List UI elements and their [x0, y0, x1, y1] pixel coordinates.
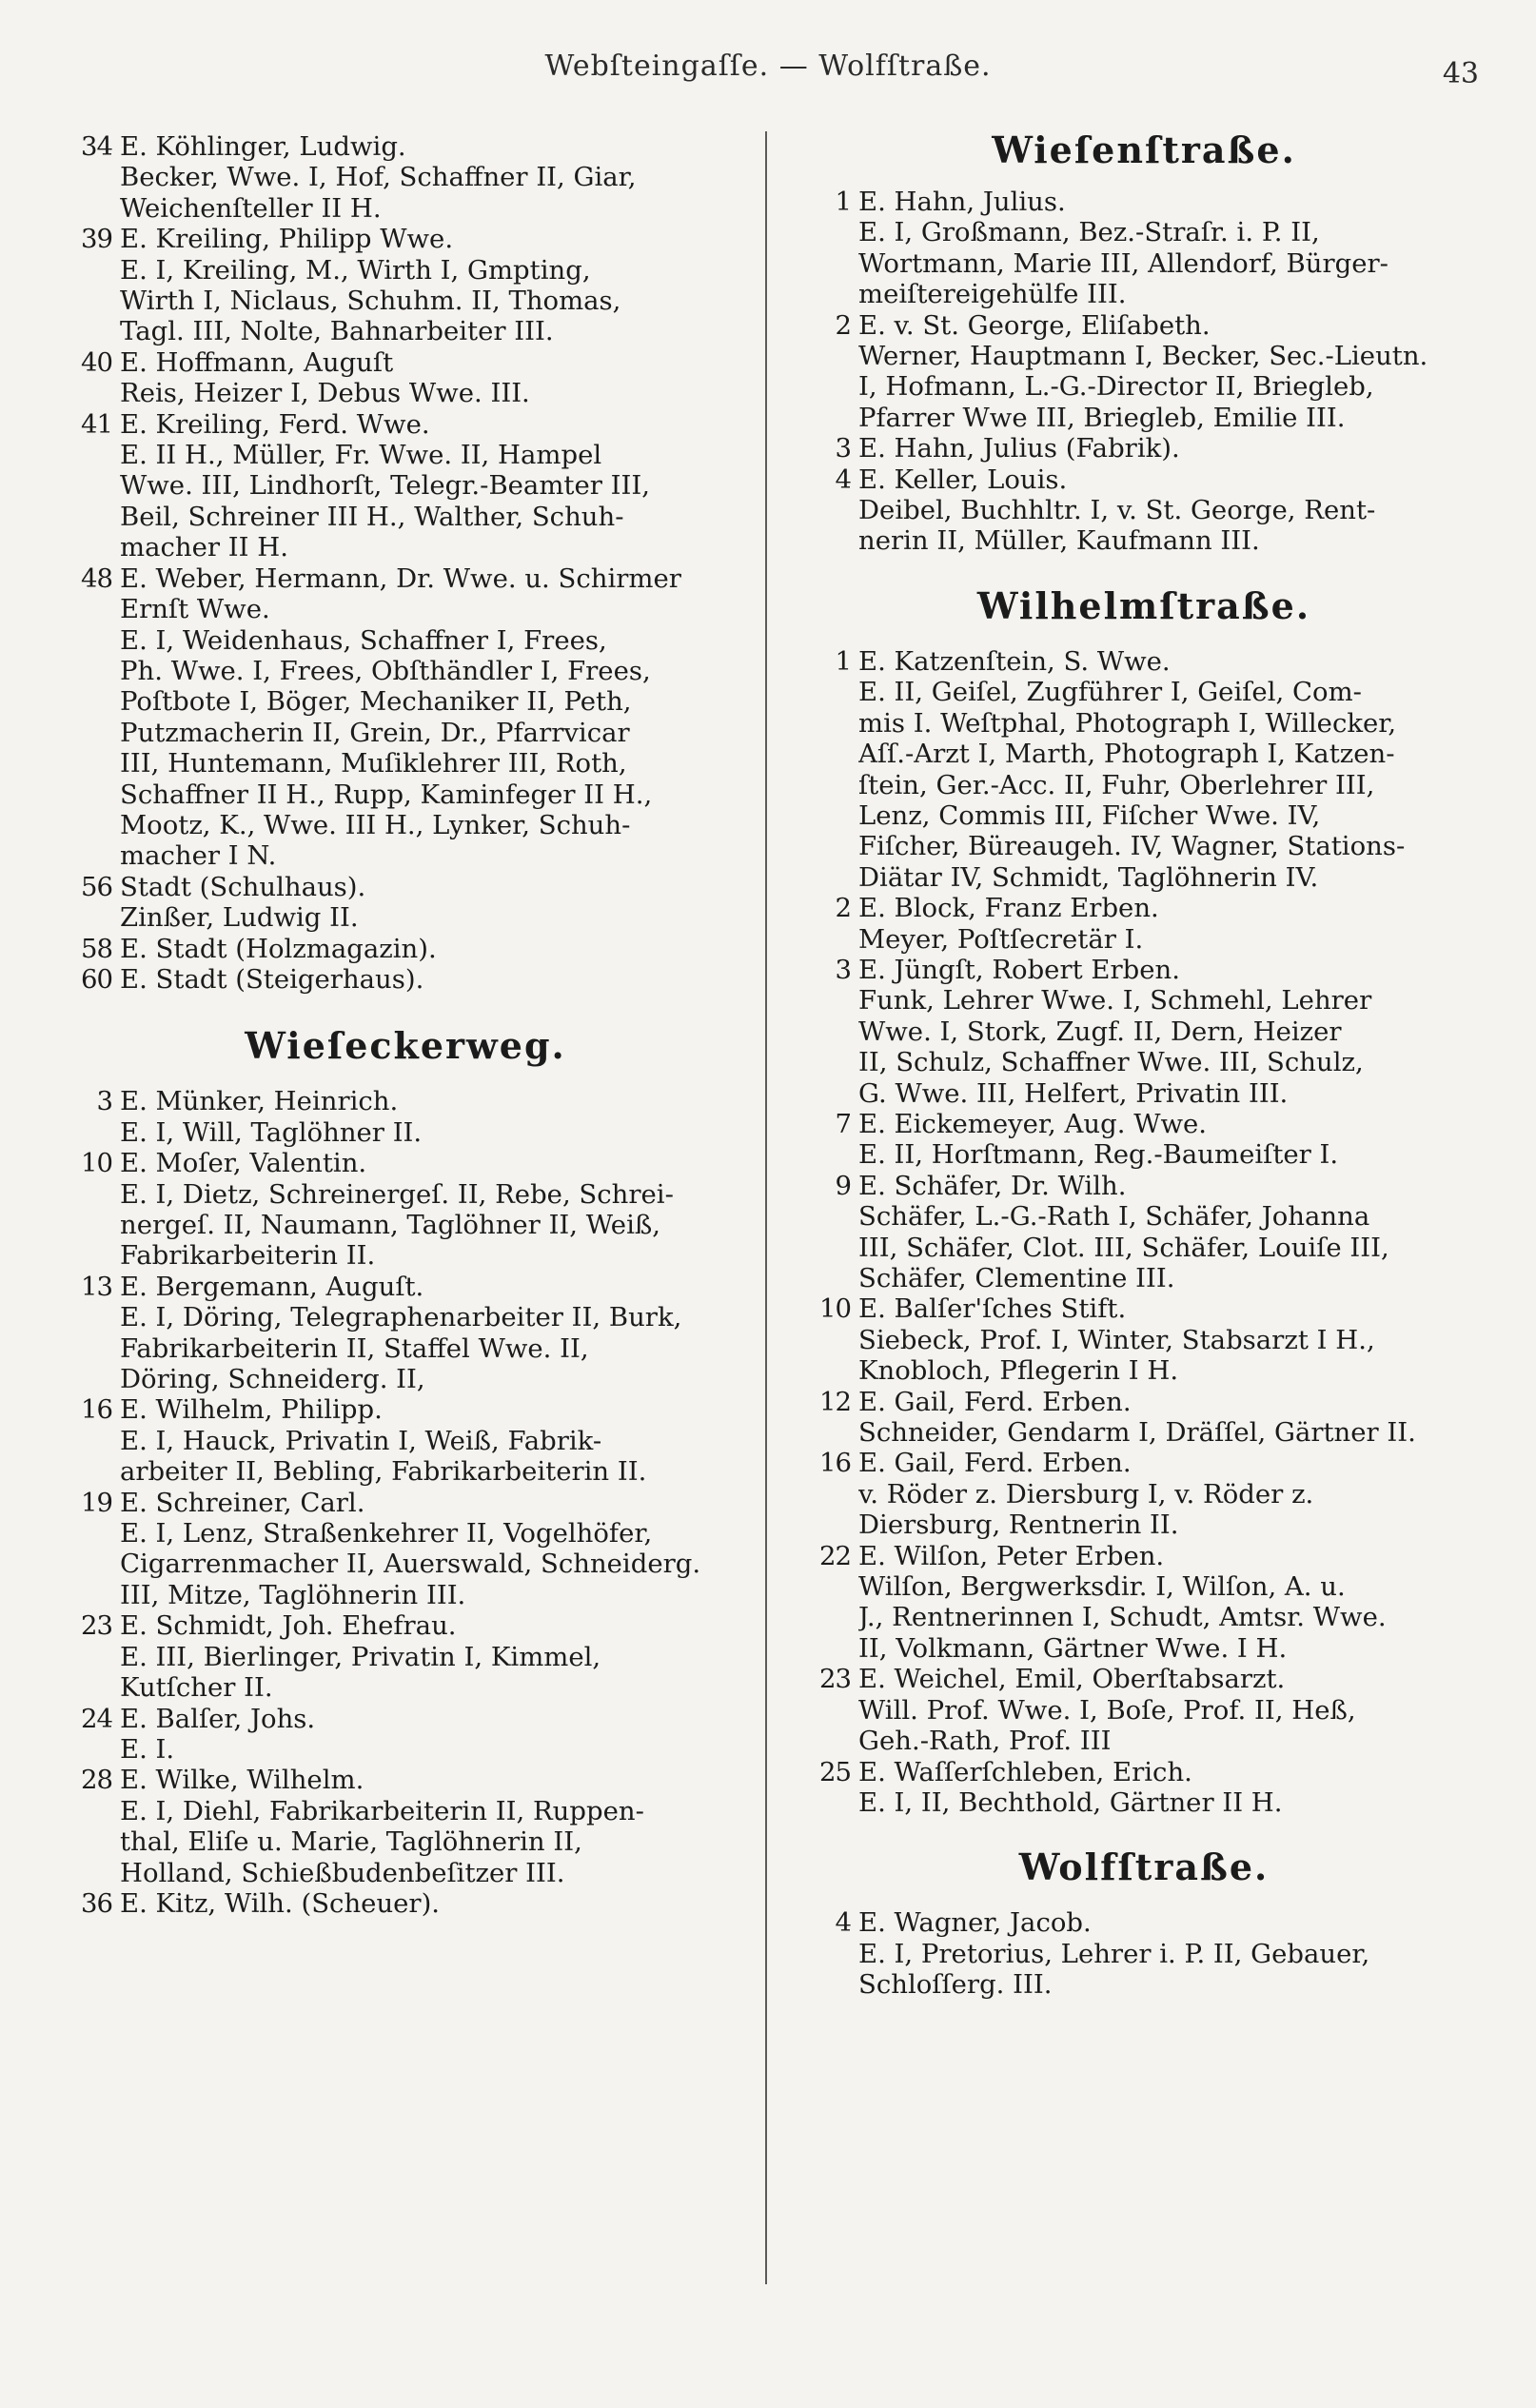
resident-line: mis I. Weſtphal, Photograph I, Willecker,: [858, 707, 1397, 739]
address-entry: [59, 409, 752, 563]
resident-line: E. I, Großmann, Bez.-Straſr. i. P. II,: [858, 217, 1320, 248]
resident-line: Beil, Schreiner III H., Walther, Schuh-: [120, 501, 624, 532]
house-number: 36: [81, 1887, 112, 1919]
resident-line: Fiſcher, Büreaugeh. IV, Wagner, Stations-: [858, 831, 1406, 862]
resident-line: macher II H.: [120, 532, 288, 563]
resident-line: Wwe. III, Lindhorſt, Telegr.-Beamter III,: [120, 470, 650, 502]
resident-line: E. I, Diehl, Fabrikarbeiterin II, Ruppen-: [120, 1795, 644, 1826]
section-title-wieseckerweg: Wieſeckerweg.: [245, 1024, 566, 1068]
owner-line: E. Balſer, Johs.: [120, 1703, 316, 1734]
owner-line: E. Stadt (Holzmagazin).: [120, 933, 437, 964]
owner-line: E. Block, Franz Erben.: [858, 893, 1159, 924]
resident-line: Weichenſteller II H.: [120, 192, 382, 224]
column-divider: [765, 131, 767, 2284]
resident-line: E. II, Geiſel, Zugführer I, Geiſel, Com-: [858, 677, 1362, 708]
resident-line: E. I, Dietz, Schreinergeſ. II, Rebe, Schrei-: [120, 1178, 674, 1210]
house-number: 25: [819, 1756, 851, 1787]
resident-line: Diersburg, Rentnerin II.: [858, 1510, 1179, 1541]
address-entry: [59, 1086, 752, 1148]
resident-line: Diätar IV, Schmidt, Taglöhnerin IV.: [858, 861, 1319, 893]
house-number: 4: [835, 1907, 851, 1939]
house-number: 16: [81, 1394, 112, 1426]
owner-line: E. Moſer, Valentin.: [120, 1148, 367, 1179]
resident-line: E. I, Kreiling, M., Wirth I, Gmpting,: [120, 254, 591, 286]
house-number: 1: [835, 187, 851, 217]
house-number: 39: [81, 224, 112, 255]
owner-line: E. Schäfer, Dr. Wilh.: [858, 1170, 1127, 1201]
owner-line: E. Bergemann, Auguſt.: [120, 1271, 424, 1302]
owner-line: E. Wilke, Wilhelm.: [120, 1765, 364, 1796]
resident-line: E. I, Pretorius, Lehrer i. P. II, Gebauer,: [858, 1938, 1370, 1969]
address-entry: [59, 964, 752, 995]
house-number: 1: [835, 645, 851, 677]
resident-line: E. I.: [120, 1733, 175, 1765]
resident-line: Lenz, Commis III, Fiſcher Wwe. IV,: [858, 799, 1321, 831]
resident-line: Schneider, Gendarm I, Dräſſel, Gärtner II.: [858, 1417, 1416, 1449]
resident-line: Will. Prof. Wwe. I, Boſe, Prof. II, Heß,: [858, 1694, 1356, 1726]
owner-line: E. Gail, Ferd. Erben.: [858, 1386, 1132, 1417]
resident-line: nerin II, Müller, Kaufmann III.: [858, 525, 1260, 557]
address-entry: [798, 1293, 1490, 1386]
owner-line: E. Wagner, Jacob.: [858, 1907, 1092, 1939]
address-entry: [59, 1610, 752, 1703]
house-number: 10: [81, 1148, 112, 1179]
address-entry: [798, 1757, 1490, 1819]
address-entry: [59, 1765, 752, 1888]
address-entry: [798, 955, 1490, 1109]
address-entry: [59, 1488, 752, 1611]
resident-line: meiſtereigehülfe III.: [858, 279, 1127, 310]
resident-line: Wirth I, Niclaus, Schuhm. II, Thomas,: [120, 286, 621, 317]
resident-line: E. I, II, Bechthold, Gärtner II H.: [858, 1786, 1283, 1818]
house-number: 34: [81, 131, 112, 162]
resident-line: E. II H., Müller, Fr. Wwe. II, Hampel: [120, 440, 602, 471]
entries-wilhelmstrasse: [798, 646, 1490, 1818]
address-entry: [798, 1907, 1490, 2000]
resident-line: Schloſſerg. III.: [858, 1969, 1053, 2001]
address-entry: [59, 1888, 752, 1919]
address-entry: [798, 1541, 1490, 1665]
address-entry: [59, 872, 752, 934]
house-number: 23: [81, 1610, 112, 1642]
house-number: 48: [81, 563, 112, 594]
resident-line: Siebeck, Prof. I, Winter, Stabsarzt I H.,: [858, 1324, 1375, 1355]
page-number: 43: [1442, 57, 1479, 90]
owner-line: E. Kreiling, Philipp Wwe.: [120, 224, 454, 255]
resident-line: III, Mitze, Taglöhnerin III.: [120, 1579, 466, 1610]
resident-line: E. I, Lenz, Straßenkehrer II, Vogelhöfer,: [120, 1518, 653, 1549]
house-number: 56: [81, 871, 112, 902]
house-number: 9: [835, 1170, 851, 1201]
house-number: 16: [819, 1448, 851, 1479]
house-number: 40: [81, 346, 112, 378]
house-number: 10: [819, 1293, 851, 1325]
owner-line: E. Waſſerſchleben, Erich.: [858, 1756, 1192, 1787]
owner-line: E. Weichel, Emil, Oberſtabsarzt.: [858, 1664, 1286, 1695]
owner-line: E. Stadt (Steigerhaus).: [120, 963, 424, 995]
resident-line: E. II, Horſtmann, Reg.-Baumeiſter I.: [858, 1139, 1339, 1171]
resident-line: Fabrikarbeiterin II.: [120, 1240, 376, 1272]
address-entry: [798, 1664, 1490, 1756]
house-number: 2: [835, 893, 851, 924]
address-entry: [798, 433, 1490, 464]
resident-line: Holland, Schießbudenbeſitzer III.: [120, 1857, 565, 1888]
house-number: 3: [835, 954, 851, 985]
address-entry: [59, 1704, 752, 1766]
resident-line: E. I, Will, Taglöhner II.: [120, 1116, 423, 1148]
entries-top: [59, 131, 752, 995]
entries-wolfstrasse: [798, 1907, 1490, 2000]
house-number: 58: [81, 933, 112, 964]
entries-wieseckerweg: [59, 1086, 752, 1919]
owner-line: E. Balſer'ſches Stift.: [858, 1293, 1127, 1325]
owner-line: E. Kreiling, Ferd. Wwe.: [120, 408, 430, 440]
resident-line: Schäfer, Clementine III.: [858, 1263, 1175, 1293]
address-entry: [798, 1171, 1490, 1294]
resident-line: E. I, Hauck, Privatin I, Weiß, Fabrik-: [120, 1425, 602, 1456]
owner-line: E. Schreiner, Carl.: [120, 1487, 365, 1518]
resident-line: Ph. Wwe. I, Frees, Obſthändler I, Frees,: [120, 655, 651, 686]
section-title-wiesenstrasse: Wieſenſtraße.: [992, 128, 1296, 171]
resident-line: Aſſ.-Arzt I, Marth, Photograph I, Katzen-: [858, 739, 1395, 770]
resident-line: III, Huntemann, Muſiklehrer III, Roth,: [120, 748, 627, 780]
house-number: 23: [819, 1664, 851, 1695]
resident-line: Zinßer, Ludwig II.: [120, 902, 359, 934]
resident-line: I, Hofmann, L.-G.-Director II, Briegleb,: [858, 371, 1374, 403]
resident-line: Wilſon, Bergwerksdir. I, Wilſon, A. u.: [858, 1571, 1346, 1603]
owner-line: E. Hahn, Julius.: [858, 187, 1066, 217]
resident-line: macher I N.: [120, 840, 277, 872]
resident-line: E. I, Weidenhaus, Schaffner I, Frees,: [120, 624, 607, 656]
resident-line: Wwe. I, Stork, Zugf. II, Dern, Heizer: [858, 1016, 1342, 1047]
resident-line: Döring, Schneiderg. II,: [120, 1364, 425, 1395]
owner-line: E. Gail, Ferd. Erben.: [858, 1448, 1132, 1479]
owner-line: E. Wilhelm, Philipp.: [120, 1394, 383, 1426]
resident-line: Pfarrer Wwe III, Briegleb, Emilie III.: [858, 402, 1346, 433]
resident-line: Tagl. III, Nolte, Bahnarbeiter III.: [120, 316, 554, 347]
resident-line: Reis, Heizer I, Debus Wwe. III.: [120, 378, 530, 409]
owner-line: E. Hahn, Julius (Fabrik).: [858, 433, 1180, 464]
section-title-wolfstrasse: Wolfſtraße.: [1018, 1845, 1270, 1889]
resident-line: II, Schulz, Schaffner Wwe. III, Schulz,: [858, 1047, 1364, 1078]
owner-line: E. Münker, Heinrich.: [120, 1086, 399, 1117]
house-number: 3: [835, 433, 851, 464]
resident-line: Becker, Wwe. I, Hof, Schaffner II, Giar,: [120, 162, 637, 193]
owner-line: E. Köhlinger, Ludwig.: [120, 131, 406, 162]
resident-line: Ernſt Wwe.: [120, 594, 270, 625]
address-entry: [59, 347, 752, 409]
address-entry: [59, 224, 752, 347]
house-number: 24: [81, 1703, 112, 1734]
resident-line: III, Schäfer, Clot. III, Schäfer, Louiſe III,: [858, 1232, 1389, 1263]
resident-line: Putzmacherin II, Grein, Dr., Pfarrvicar: [120, 717, 630, 748]
resident-line: Poſtbote I, Böger, Mechaniker II, Peth,: [120, 686, 632, 718]
resident-line: Wortmann, Marie III, Allendorf, Bürger-: [858, 247, 1388, 279]
running-head: Webſteingaſſe. — Wolfſtraße.: [544, 49, 992, 83]
resident-line: G. Wwe. III, Helfert, Privatin III.: [858, 1077, 1289, 1109]
house-number: 3: [96, 1086, 112, 1117]
resident-line: Kutſcher II.: [120, 1672, 273, 1704]
resident-line: Deibel, Buchhltr. I, v. St. George, Rent-: [858, 495, 1376, 526]
resident-line: Cigarrenmacher II, Auerswald, Schneiderg.: [120, 1549, 701, 1580]
house-number: 19: [81, 1487, 112, 1518]
house-number: 28: [81, 1765, 112, 1796]
house-number: 41: [81, 408, 112, 440]
entries-wiesenstrasse: [798, 187, 1490, 557]
resident-line: E. III, Bierlinger, Privatin I, Kimmel,: [120, 1641, 601, 1672]
resident-line: arbeiter II, Bebling, Fabrikarbeiterin II.: [120, 1456, 647, 1488]
resident-line: Funk, Lehrer Wwe. I, Schmehl, Lehrer: [858, 985, 1372, 1016]
house-number: 7: [835, 1108, 851, 1139]
resident-line: Geh.-Rath, Prof. III: [858, 1726, 1112, 1757]
resident-line: v. Röder z. Diersburg I, v. Röder z.: [858, 1478, 1314, 1510]
house-number: 22: [819, 1540, 851, 1571]
address-entry: [59, 1394, 752, 1487]
address-entry: [59, 934, 752, 964]
owner-line: Stadt (Schulhaus).: [120, 871, 366, 902]
left-column: [59, 131, 752, 1919]
address-entry: [798, 1448, 1490, 1540]
owner-line: E. Wilſon, Peter Erben.: [858, 1540, 1165, 1571]
owner-line: E. v. St. George, Eliſabeth.: [858, 309, 1211, 341]
house-number: 4: [835, 464, 851, 495]
owner-line: E. Weber, Hermann, Dr. Wwe. u. Schirmer: [120, 563, 681, 594]
resident-line: Schäfer, L.-G.-Rath I, Schäfer, Johanna: [858, 1201, 1370, 1233]
right-column: [798, 128, 1490, 2001]
address-entry: [798, 1109, 1490, 1171]
owner-line: E. Katzenſtein, S. Wwe.: [858, 645, 1171, 677]
owner-line: E. Kitz, Wilh. (Scheuer).: [120, 1887, 441, 1919]
owner-line: E. Schmidt, Joh. Ehefrau.: [120, 1610, 457, 1642]
resident-line: thal, Eliſe u. Marie, Taglöhnerin II,: [120, 1826, 582, 1858]
address-entry: [798, 1387, 1490, 1449]
resident-line: nergeſ. II, Naumann, Taglöhner II, Weiß,: [120, 1210, 660, 1240]
house-number: 13: [81, 1271, 112, 1302]
resident-line: J., Rentnerinnen I, Schudt, Amtsr. Wwe.: [858, 1602, 1387, 1633]
address-entry: [59, 1272, 752, 1395]
address-entry: [798, 464, 1490, 557]
house-number: 2: [835, 309, 851, 341]
resident-line: Knobloch, Pflegerin I H.: [858, 1355, 1179, 1387]
resident-line: Mootz, K., Wwe. III H., Lynker, Schuh-: [120, 809, 631, 840]
resident-line: Fabrikarbeiterin II, Staffel Wwe. II,: [120, 1332, 589, 1364]
address-entry: [59, 1148, 752, 1272]
resident-line: ſtein, Ger.-Acc. II, Fuhr, Oberlehrer III,: [858, 769, 1375, 800]
resident-line: E. I, Döring, Telegraphenarbeiter II, Burk,: [120, 1302, 682, 1333]
house-number: 60: [81, 963, 112, 995]
address-entry: [798, 187, 1490, 310]
resident-line: Schaffner II H., Rupp, Kaminfeger II H.,: [120, 779, 653, 810]
owner-line: E. Eickemeyer, Aug. Wwe.: [858, 1108, 1208, 1139]
address-entry: [798, 310, 1490, 434]
address-entry: [798, 893, 1490, 955]
house-number: 12: [819, 1386, 851, 1417]
resident-line: II, Volkmann, Gärtner Wwe. I H.: [858, 1632, 1288, 1664]
resident-line: Werner, Hauptmann I, Becker, Sec.-Lieutn.: [858, 341, 1428, 372]
address-entry: [59, 563, 752, 872]
address-entry: [798, 646, 1490, 893]
owner-line: E. Keller, Louis.: [858, 464, 1068, 495]
owner-line: E. Hoffmann, Auguſt: [120, 346, 394, 378]
section-title-wilhelmstrasse: Wilhelmſtraße.: [976, 583, 1311, 627]
resident-line: Meyer, Poſtſecretär I.: [858, 923, 1144, 955]
owner-line: E. Jüngſt, Robert Erben.: [858, 954, 1180, 985]
address-entry: [59, 131, 752, 224]
